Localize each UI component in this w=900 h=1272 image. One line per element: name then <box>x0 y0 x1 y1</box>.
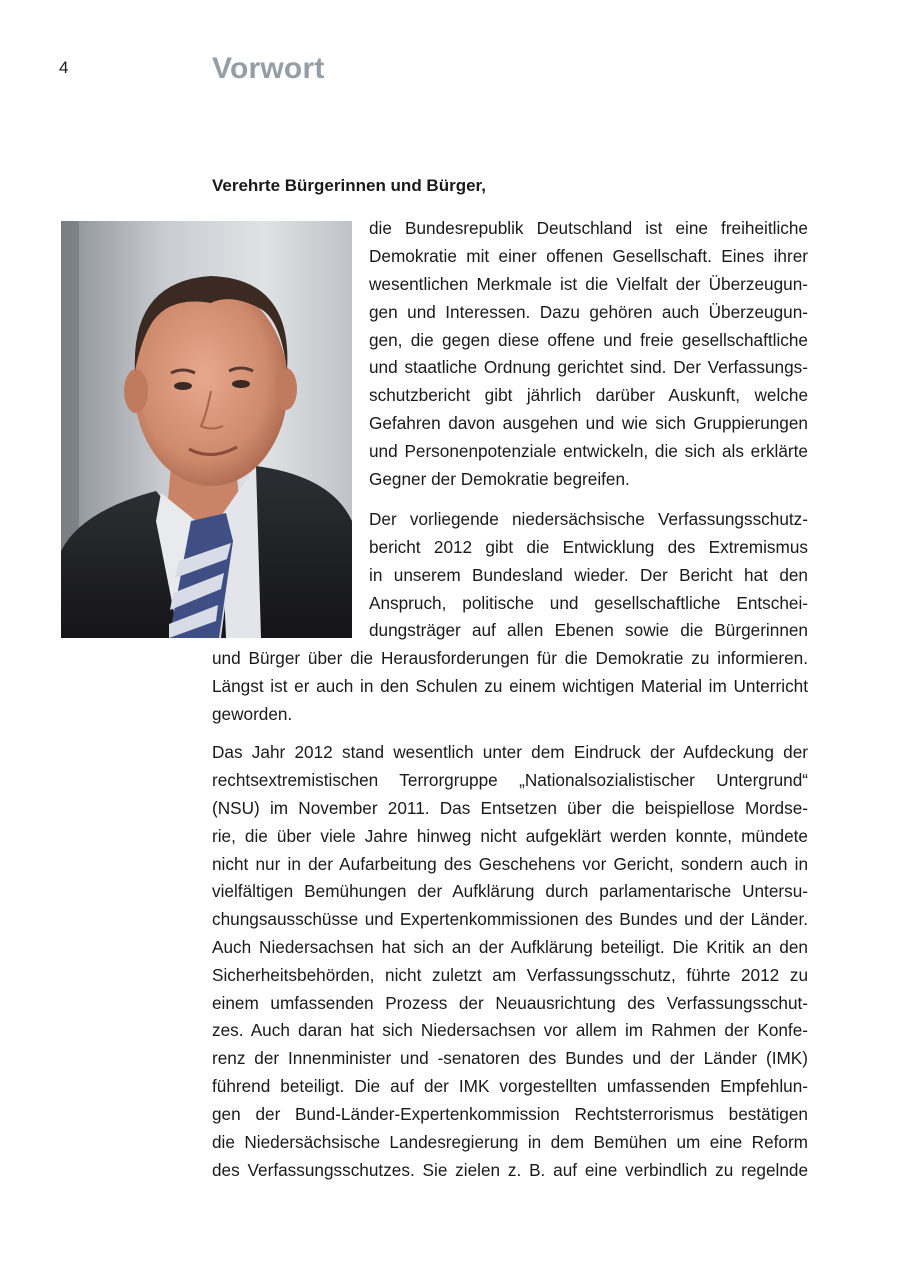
salutation: Verehrte Bürgerinnen und Bürger, <box>212 176 486 195</box>
page-number: 4 <box>59 58 69 77</box>
text-line: und Bürger über die Herausforderungen für die Demokratie zu informieren. <box>212 648 808 668</box>
text-line: und staatliche Ordnung gerichtet sind. Der Verfassungs- <box>369 357 808 377</box>
text-line: geworden. <box>212 704 293 724</box>
text-line: Anspruch, politische und gesellschaftliche Entschei- <box>369 593 808 613</box>
text-line: Das Jahr 2012 stand wesentlich unter dem Eindruck der Aufdeckung der <box>212 742 808 762</box>
text-line: renz der Innenminister und -senatoren des Bundes und der Länder (IMK) <box>212 1048 808 1068</box>
text-line: in unserem Bundesland wieder. Der Bericht hat den <box>369 565 808 585</box>
text-line: wesentlichen Merkmale ist die Vielfalt der Überzeugun- <box>369 274 808 294</box>
portrait-photo <box>61 221 352 638</box>
text-line: führend beteiligt. Die auf der IMK vorgestellten umfassenden Empfehlun- <box>212 1076 808 1096</box>
text-line: Demokratie mit einer offenen Gesellschaft. Eines ihrer <box>369 246 808 266</box>
text-line: Längst ist er auch in den Schulen zu einem wichtigen Material im Unterricht <box>212 676 808 696</box>
text-line: Der vorliegende niedersächsische Verfassungsschutz- <box>369 509 808 529</box>
text-line: vielfältigen Bemühungen der Aufklärung durch parlamentarische Untersu- <box>212 881 808 901</box>
page-title: Vorwort <box>212 52 325 85</box>
text-line: einem umfassenden Prozess der Neuausrichtung des Verfassungsschut- <box>212 993 808 1013</box>
text-line: gen und Interessen. Dazu gehören auch Überzeugun- <box>369 302 808 322</box>
text-line: bericht 2012 gibt die Entwicklung des Extremismus <box>369 537 808 557</box>
text-line: gen, die gegen diese offene und freie gesellschaftliche <box>369 330 808 350</box>
text-line: Auch Niedersachsen hat sich an der Aufklärung beteiligt. Die Kritik an den <box>212 937 808 957</box>
text-line: schutzbericht gibt jährlich darüber Auskunft, welche <box>369 385 808 405</box>
text-line: des Verfassungsschutzes. Sie zielen z. B. auf eine verbindlich zu regelnde <box>212 1160 808 1180</box>
text-line: die Bundesrepublik Deutschland ist eine freiheitliche <box>369 218 808 238</box>
portrait-illustration <box>61 221 352 638</box>
text-line: (NSU) im November 2011. Das Entsetzen über die beispiellose Mordse- <box>212 798 808 818</box>
text-line: rie, die über viele Jahre hinweg nicht aufgeklärt werden konnte, mündete <box>212 826 808 846</box>
text-line: nicht nur in der Aufarbeitung des Geschehens vor Gericht, sondern auch in <box>212 854 808 874</box>
text-line: die Niedersächsische Landesregierung in dem Bemühen um eine Reform <box>212 1132 808 1152</box>
text-line: dungsträger auf allen Ebenen sowie die Bürgerinnen <box>369 620 808 640</box>
text-line: Gegner der Demokratie begreifen. <box>369 469 630 489</box>
text-line: Sicherheitsbehörden, nicht zuletzt am Verfassungsschutz, führte 2012 zu <box>212 965 808 985</box>
text-line: rechtsextremistischen Terrorgruppe „Nationalsozialistischer Untergrund“ <box>212 770 808 790</box>
text-line: zes. Auch daran hat sich Niedersachsen vor allem im Rahmen der Konfe- <box>212 1020 808 1040</box>
text-line: und Personenpotenziale entwickeln, die sich als erklärte <box>369 441 808 461</box>
text-line: Gefahren davon ausgehen und wie sich Gruppierungen <box>369 413 808 433</box>
text-line: chungsausschüsse und Expertenkommissionen des Bundes und der Länder. <box>212 909 808 929</box>
text-line: gen der Bund-Länder-Expertenkommission Rechtsterrorismus bestätigen <box>212 1104 808 1124</box>
